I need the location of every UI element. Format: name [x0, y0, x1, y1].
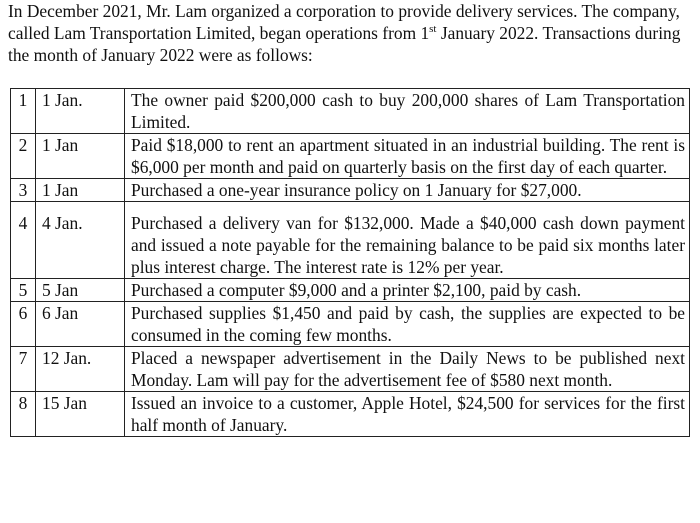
row-date: 4 Jan. [36, 202, 125, 279]
row-date: 15 Jan [36, 392, 125, 437]
intro-paragraph [8, 0, 694, 66]
row-number: 5 [11, 279, 36, 302]
row-number: 8 [11, 392, 36, 437]
row-date: 1 Jan. [36, 89, 125, 134]
table-row [11, 89, 690, 134]
table-row [11, 347, 690, 392]
row-description: Placed a newspaper advertisement in the Daily News to be published next Monday. Lam will pay for the advertisement fee of $580 next month. [125, 347, 690, 392]
row-description: Purchased a delivery van for $132,000. Made a $40,000 cash down payment and issued a note payable for the remaining balance to be paid six months later plus interest charge. The interest rate is 12% per year. [125, 202, 690, 279]
row-description: Purchased a computer $9,000 and a printer $2,100, paid by cash. [125, 279, 690, 302]
row-date: 12 Jan. [36, 347, 125, 392]
table-row [11, 302, 690, 347]
row-description: Purchased a one-year insurance policy on 1 January for $27,000. [125, 179, 690, 202]
table-row [11, 179, 690, 202]
transactions-table [10, 88, 690, 437]
table-row [11, 279, 690, 302]
document [8, 0, 694, 66]
row-date: 1 Jan [36, 179, 125, 202]
row-description: Issued an invoice to a customer, Apple Hotel, $24,500 for services for the first half month of January. [125, 392, 690, 437]
intro-text-part2: January 2022. Transactions during the month of January 2022 were as follows: [8, 23, 681, 65]
table-row [11, 392, 690, 437]
table-row [11, 134, 690, 179]
row-number: 6 [11, 302, 36, 347]
row-number: 1 [11, 89, 36, 134]
row-number: 7 [11, 347, 36, 392]
row-number: 3 [11, 179, 36, 202]
row-description: Paid $18,000 to rent an apartment situated in an industrial building. The rent is $6,000 per month and paid on quarterly basis on the first day of each quarter. [125, 134, 690, 179]
row-number: 2 [11, 134, 36, 179]
intro-text-part1: In December 2021, Mr. Lam organized a corporation to provide delivery services. The company, called Lam Transportation Limited, began operations from 1 [8, 1, 680, 43]
row-date: 5 Jan [36, 279, 125, 302]
row-description: Purchased supplies $1,450 and paid by cash, the supplies are expected to be consumed in the coming few months. [125, 302, 690, 347]
row-description: The owner paid $200,000 cash to buy 200,000 shares of Lam Transportation Limited. [125, 89, 690, 134]
table-row [11, 202, 690, 279]
row-date: 6 Jan [36, 302, 125, 347]
row-number: 4 [11, 202, 36, 279]
intro-superscript: st [429, 23, 437, 36]
row-date: 1 Jan [36, 134, 125, 179]
